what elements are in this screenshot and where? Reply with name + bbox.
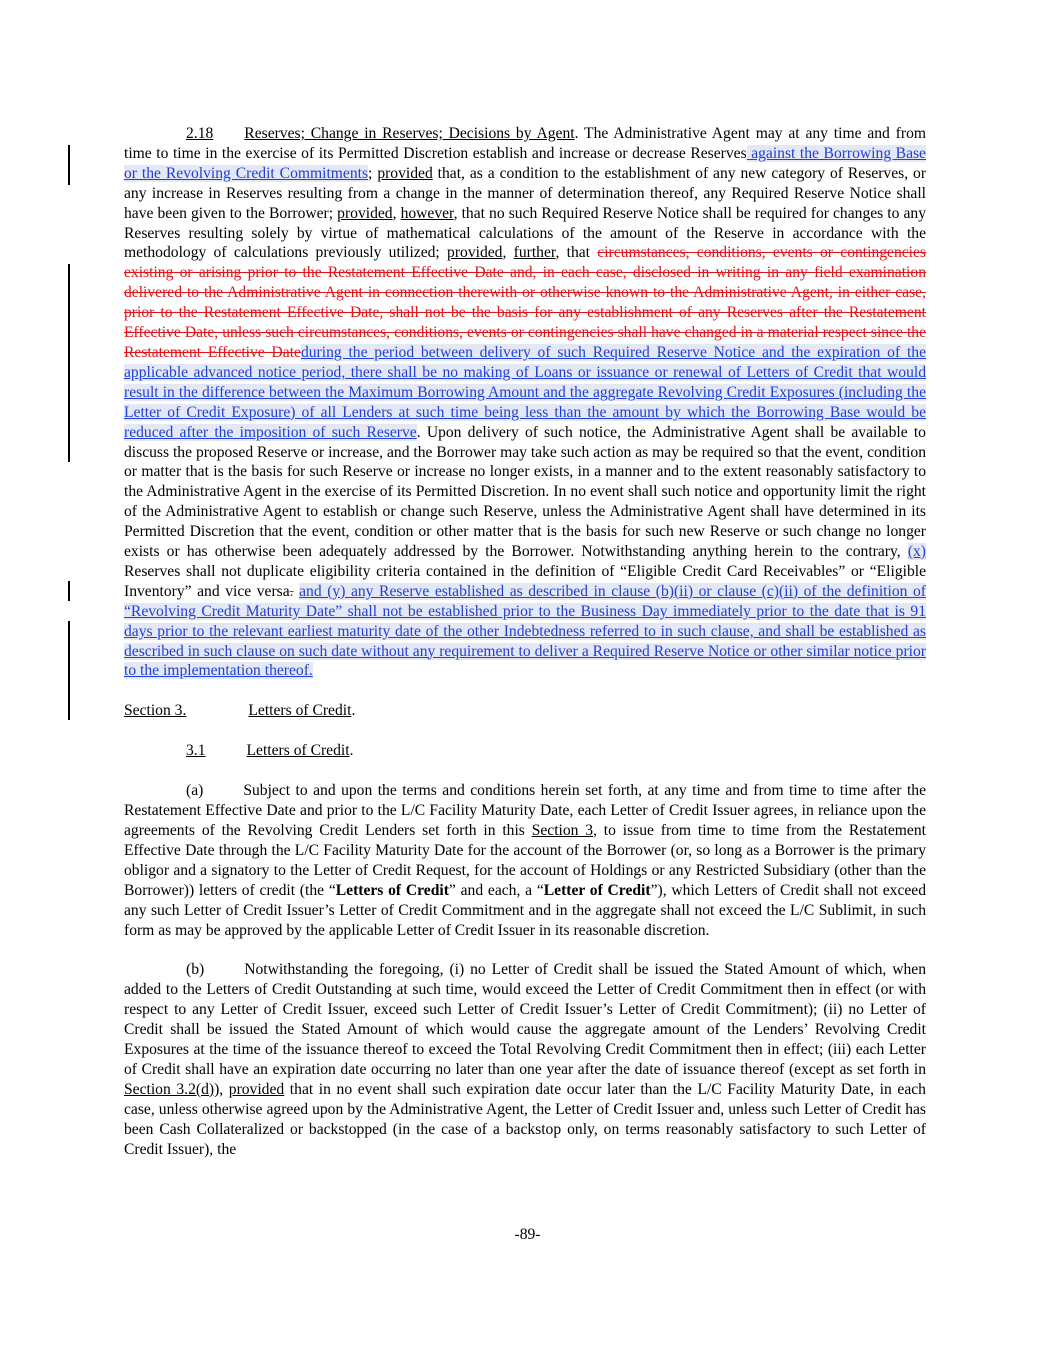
section-reference: Section 3.2(d): [124, 1080, 215, 1098]
section-label: Section 3.: [124, 702, 187, 720]
inserted-text: and (y) any Reserve established as described in clause (b)(ii) or clause (c)(ii) of the definition of “Revolving Credit Maturity Date” shall not be established prior to the Business Day immediately prior to the date that is 91 days prior to the relevant earliest maturity date of the other Indebtedness referred to in such clause, and shall be established as described in such clause on such date without any requirement to deliver a Required Reserve Notice or other similar notice prior to the implementation thereof.: [124, 582, 926, 680]
section-3-heading: Section 3. Letters of Credit.: [124, 702, 356, 720]
section-number: 3.1: [186, 742, 206, 760]
paragraph-a: (a) Subject to and upon the terms and conditions herein set forth, at any time and from time to time after the Restatement Effective Date and prior to the L/C Facility Maturity Date, each Letter of Credit Issuer agrees, in reliance upon the agreements of the Revolving Credit Lenders set forth in this Section 3, to issue from time to time from the Restatement Effective Date through the L/C Facility Maturity Date for the account of the Borrower (or, so long as a Borrower is the primary obligor and a signatory to the Letter of Credit Request, for the account of Holdings or any Restricted Subsidiary (other than the Borrower)) letters of credit (the “Letters of Credit” and each, a “Letter of Credit”), which Letters of Credit shall not exceed any such Letter of Credit Issuer’s Letter of Credit Commitment and in the aggregate shall not exceed the L/C Sublimit, in such form as may be approved by the applicable Letter of Credit Issuer in its reasonable discretion.: [124, 782, 927, 939]
defined-term: Letter of Credit: [543, 881, 651, 899]
change-bar: [68, 264, 70, 462]
clause-label: (b): [186, 961, 205, 979]
deleted-text: circumstances, conditions, events or contingencies existing or arising prior to the Restatement Effective Date and, in each case, disclosed in writing in any field examination delivered to the Administrative Agent in connection therewith or otherwise known to the Administrative Agent, in either case, prior to the Restatement Effective Date, shall not be the basis for any establishment of any Reserves after the Restatement Effective Date, unless such circumstances, conditions, events or contingencies shall have changed in a material respect since the Restatement Effective Date: [124, 244, 927, 361]
deleted-text: .: [289, 582, 294, 600]
defined-term: Letters of Credit: [335, 881, 449, 899]
section-title: Letters of Credit: [248, 702, 352, 720]
section-title: Letters of Credit: [246, 742, 350, 760]
inserted-text: during the period between delivery of such Required Reserve Notice and the expiration of the applicable advanced notice period, there shall be no making of Loans or issuance or renewal of Letters of Credit that would result in the difference between the Maximum Borrowing Amount and the aggregate Revolving Credit Exposures (including the Letter of Credit Exposure) of all Lenders at such time being less than the amount by which the Borrowing Base would be reduced after the imposition of such Reserve: [124, 343, 926, 441]
document-page: [124, 124, 926, 1160]
section-2-18-paragraph: 2.18 Reserves; Change in Reserves; Decisions by Agent. The Administrative Agent may at any time and from time to time in the exercise of its Permitted Discretion establish and increase or decrease Reserves against the Borrowing Base or the Revolving Credit Commitments; provided that, as a condition to the establishment of any new category of Reserves, or any increase in Reserves resulting from a change in the manner of determination thereof, any Required Reserve Notice shall have been given to the Borrower; provided, however, that no such Required Reserve Notice shall be required for changes to any Reserves resulting solely by virtue of mathematical calculations of the amount of the Reserve in accordance with the methodology of calculations previously utilized; provided, further, that circumstances, conditions, events or contingencies existing or arising prior to the Restatement Effective Date and, in each case, disclosed in writing in any field examination delivered to the Administrative Agent in connection therewith or otherwise known to the Administrative Agent, in either case, prior to the Restatement Effective Date, shall not be the basis for any establishment of any Reserves after the Restatement Effective Date, unless such circumstances, conditions, events or contingencies shall have changed in a material respect since the Restatement Effective Dateduring the period between delivery of such Required Reserve Notice and the expiration of the applicable advanced notice period, there shall be no making of Loans or issuance or renewal of Letters of Credit that would result in the difference between the Maximum Borrowing Amount and the aggregate Revolving Credit Exposures (including the Letter of Credit Exposure) of all Lenders at such time being less than the amount by which the Borrowing Base would be reduced after the imposition of such Reserve. Upon delivery of such notice, the Administrative Agent shall be available to discuss the proposed Reserve or increase, and the Borrower may take such action as may be required so that the event, condition or matter that is the basis for such Reserve or increase no longer exists, in a manner and to the extent reasonably satisfactory to the Administrative Agent in the exercise of its Permitted Discretion. In no event shall such notice and opportunity limit the right of the Administrative Agent to establish or change such Reserve, unless the Administrative Agent shall have determined in its Permitted Discretion that the event, condition or other matter that is the basis for such new Reserve or such change no longer exists or has otherwise been adequately addressed by the Borrower. Notwithstanding anything herein to the contrary, (x) Reserves shall not duplicate eligibility criteria contained in the definition of “Eligible Credit Card Receivables” or “Eligible Inventory” and vice versa. and (y) any Reserve established as described in clause (b)(ii) or clause (c)(ii) of the definition of “Revolving Credit Maturity Date” shall not be established prior to the Business Day immediately prior to the date that is 91 days prior to the relevant earliest maturity date of the other Indebtedness referred to in such clause, and shall be established as described in such clause on such date without any requirement to deliver a Required Reserve Notice or other similar notice prior to the implementation thereof.: [124, 125, 927, 680]
inserted-text: (x): [907, 543, 926, 561]
change-bar: [68, 145, 70, 185]
change-bar: [68, 621, 70, 720]
section-reference: Section 3: [531, 822, 594, 839]
section-title: Reserves; Change in Reserves; Decisions by Agent: [244, 125, 575, 142]
clause-label: (a): [186, 782, 204, 800]
inserted-text: against the Borrowing Base or the Revolving Credit Commitments: [124, 144, 926, 182]
page-number: -89-: [514, 1226, 541, 1243]
section-3-1-heading: 3.1 Letters of Credit.: [186, 742, 354, 760]
change-bar: [68, 581, 70, 601]
paragraph-b: (b) Notwithstanding the foregoing, (i) no Letter of Credit shall be issued the Stated Amount of which, when added to the Letters of Credit Outstanding at such time, would exceed the Letter of Credit Commitment then in effect (or with respect to any Letter of Credit Issuer, exceed such Letter of Credit Issuer’s Letter of Credit Commitment); (ii) no Letter of Credit shall be issued the Stated Amount of which would cause the aggregate amount of the Lenders’ Revolving Credit Exposures at the time of the issuance thereof to exceed the Total Revolving Credit Commitment then in effect; (iii) each Letter of Credit shall have an expiration date occurring no later than one year after the date of issuance thereof (except as set forth in Section 3.2(d)), provided that in no event shall such expiration date occur later than the L/C Facility Maturity Date, in each case, unless otherwise agreed upon by the Administrative Agent, the Letter of Credit Issuer and, unless such Letter of Credit has been Cash Collateralized or backstopped (in the case of a backstop only, on terms reasonably satisfactory to such Letter of Credit Issuer), the: [124, 961, 926, 1158]
section-number: 2.18: [186, 125, 214, 142]
